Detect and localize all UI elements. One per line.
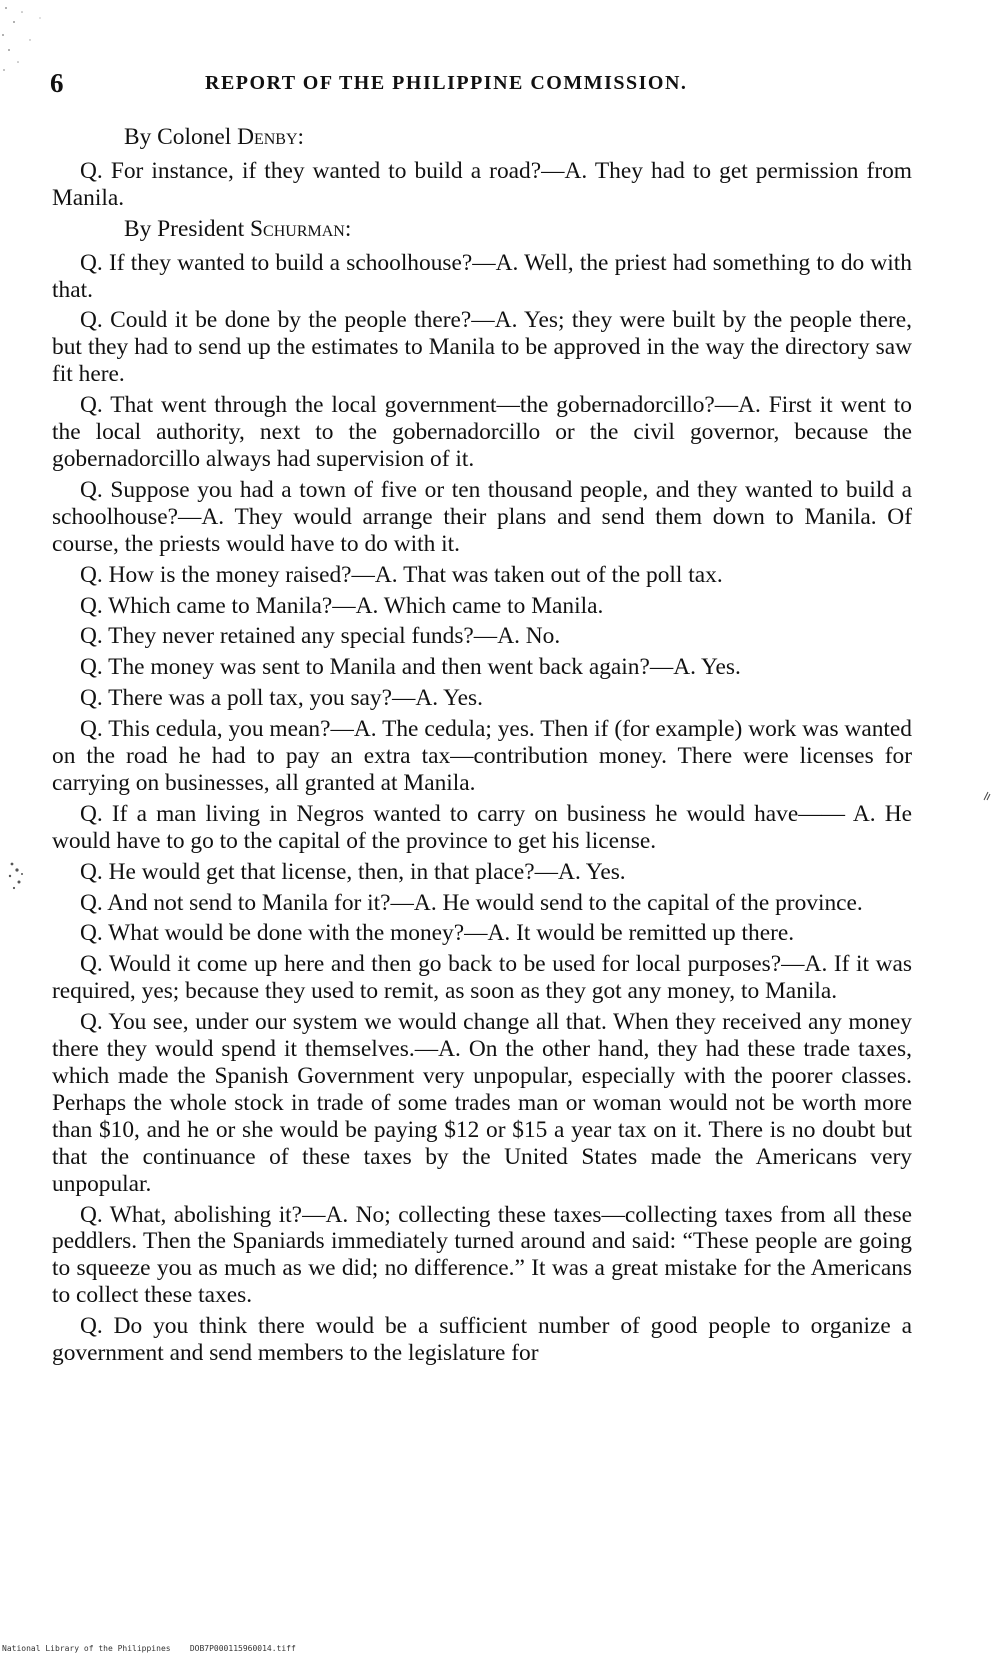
page-number: 6	[50, 68, 64, 98]
attribution-prefix: By Colonel	[124, 124, 238, 150]
testimony-paragraph: Q. What would be done with the money?—A. It would be remitted up there.	[80, 920, 795, 947]
testimony-paragraph: Q. That went through the local government—the gobernadorcillo?—A. First it went to the local authority, next to the gobernadorcillo or the civil governor, because the gobernadorcillo always had supervision of it.	[52, 392, 912, 472]
testimony-paragraph: Q. For instance, if they wanted to build a road?—A. They had to get permission from Manila.	[52, 157, 912, 211]
testimony-paragraph: Q. What, abolishing it?—A. No; collecting these taxes—collecting taxes from all these peddlers. Then the Spaniards immediately turned around and said: “These people are going to squeeze you as much as we did; no difference.” It was a great mistake for the Americans to collect these taxes.	[52, 1201, 912, 1309]
speaker-name: Schurman	[250, 215, 345, 242]
body-text	[52, 124, 912, 1371]
testimony-paragraph: Q. Do you think there would be a sufficient number of good people to organize a government and send members to the legislature for	[52, 1313, 912, 1367]
speaker-attribution	[52, 216, 912, 243]
testimony-paragraph: Q. If a man living in Negros wanted to carry on business he would have—— A. He would have to go to the capital of the province to get his license.	[52, 800, 912, 854]
margin-blot-left	[2, 858, 32, 898]
speaker-name: Denby	[237, 124, 298, 150]
running-title: REPORT OF THE PHILIPPINE COMMISSION.	[205, 72, 688, 94]
margin-mark-right	[982, 790, 992, 802]
attribution-suffix: :	[297, 124, 305, 150]
testimony-paragraph: Q. You see, under our system we would change all that. When they received any money there they would spend it themselves.—A. On the other hand, they had these trade taxes, which made the Spanish Government very unpopular, especially with the poorer classes. Perhaps the whole stock in trade of some trades man or woman would not be worth more than $10, and he or she would be paying $12 or $15 a year tax on it. There is no doubt but that the continuance of these taxes by the United States made the Americans very unpopular.	[52, 1009, 912, 1197]
testimony-paragraph: Q. He would get that license, then, in that place?—A. Yes.	[80, 858, 626, 885]
attribution-prefix: By President	[124, 215, 251, 242]
testimony-paragraph: Q. Which came to Manila?—A. Which came to Manila.	[80, 592, 604, 619]
testimony-paragraph: Q. Would it come up here and then go back to be used for local purposes?—A. If it was required, yes; because they used to remit, as soon as they got any money, to Manila.	[52, 951, 912, 1005]
testimony-paragraph: Q. This cedula, you mean?—A. The cedula; yes. Then if (for example) work was wanted on the road he had to pay an extra tax—contribution money. There were licenses for carrying on businesses, all granted at Manila.	[52, 716, 912, 796]
testimony-paragraph: Q. How is the money raised?—A. That was taken out of the poll tax.	[80, 561, 723, 588]
page-header	[50, 68, 920, 98]
speaker-attribution	[52, 124, 912, 151]
testimony-paragraph: Q. They never retained any special funds?—A. No.	[80, 623, 561, 650]
testimony-paragraph: Q. There was a poll tax, you say?—A. Yes.	[80, 685, 483, 712]
testimony-paragraph: Q. And not send to Manila for it?—A. He would send to the capital of the province.	[80, 889, 863, 916]
attribution-suffix: :	[344, 215, 352, 242]
footer-file: DOB7P000115960014.tiff	[189, 1644, 296, 1653]
scan-footer	[2, 1644, 296, 1653]
testimony-paragraph: Q. Suppose you had a town of five or ten thousand people, and they wanted to build a schoolhouse?—A. They would arrange their plans and send them down to Manila. Of course, the priests would have to do with it.	[52, 476, 912, 557]
footer-library: National Library of the Philippines	[2, 1644, 171, 1653]
testimony-paragraph: Q. Could it be done by the people there?—A. Yes; they were built by the people there, but they had to send up the estimates to Manila to be approved in the way the directory saw fit here.	[52, 307, 912, 388]
testimony-paragraph: Q. If they wanted to build a schoolhouse?—A. Well, the priest had something to do with that.	[52, 249, 912, 303]
testimony-paragraph: Q. The money was sent to Manila and then went back again?—A. Yes.	[80, 654, 741, 681]
